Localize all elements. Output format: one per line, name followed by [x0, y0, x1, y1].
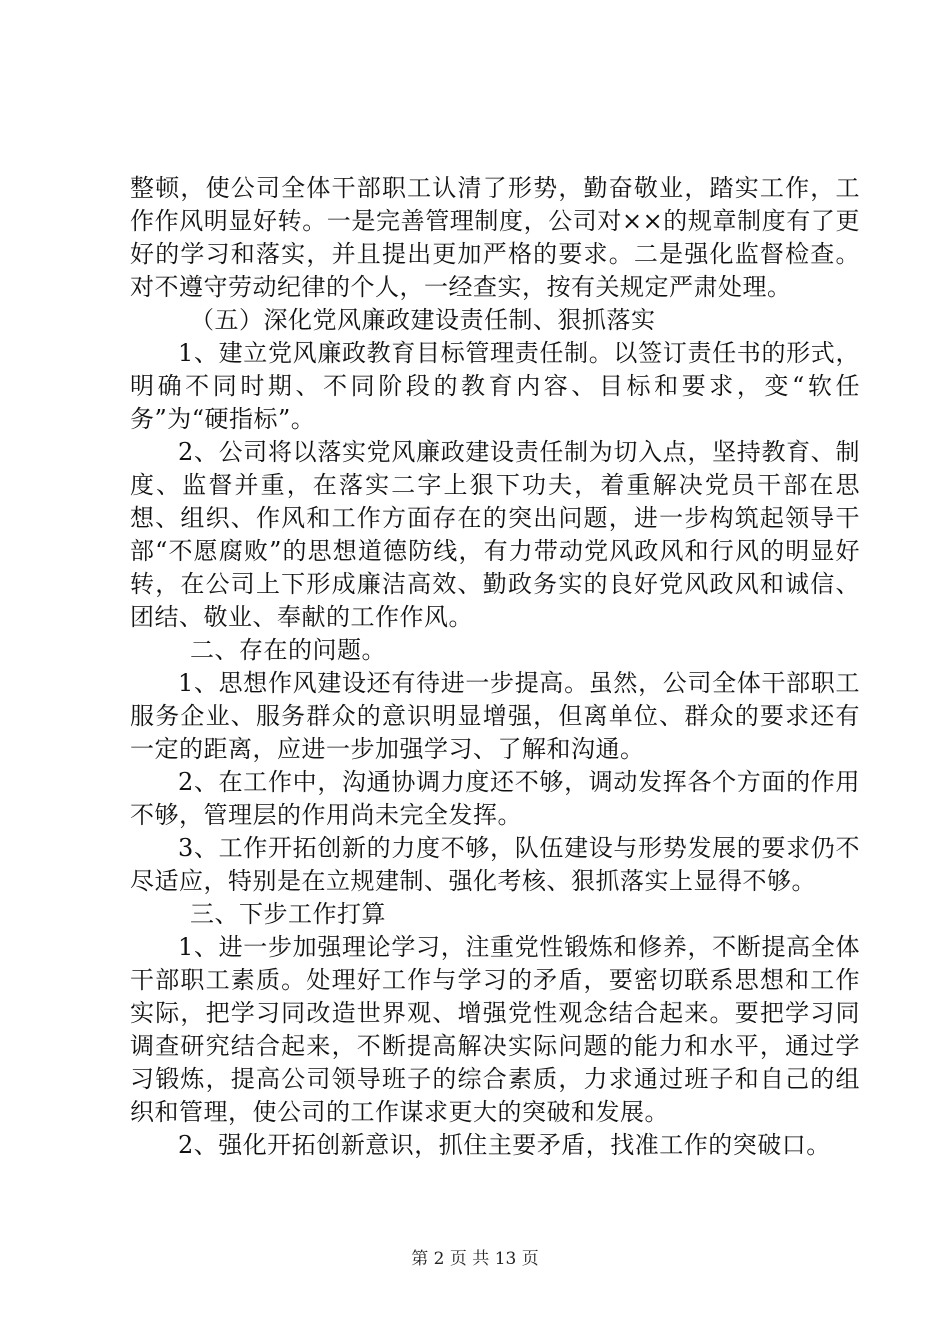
paragraph-item-2: 2、公司将以落实党风廉政建设责任制为切入点，坚持教育、制度、监督并重，在落实二字上狠下功夫，着重解决党员干部在思想、组织、作风和工作方面存在的突出问题，进一步构筑起领导干部“不愿腐败”的思想道德防线，有力带动党风政风和行风的明显好转，在公司上下形成廉洁高效、勤政务实的良好党风政风和诚信、团结、敬业、奉献的工作作风。	[130, 438, 860, 631]
document-body	[130, 172, 860, 1162]
paragraph-item-1: 1、建立党风廉政教育目标管理责任制。以签订责任书的形式，明确不同时期、不同阶段的教育内容、目标和要求，变“软任务”为“硬指标”。	[130, 339, 860, 433]
plan-item-1: 1、进一步加强理论学习，注重党性锻炼和修养，不断提高全体干部职工素质。处理好工作与学习的矛盾，要密切联系思想和工作实际，把学习同改造世界观、增强党性观念结合起来。要把学习同调查研究结合起来，不断提高解决实际问题的能力和水平，通过学习锻炼，提高公司领导班子的综合素质，力求通过班子和自己的组织和管理，使公司的工作谋求更大的突破和发展。	[130, 933, 860, 1126]
section-heading-problems: 二、存在的问题。	[190, 636, 386, 664]
section-heading-5: （五）深化党风廉政建设责任制、狠抓落实	[190, 306, 656, 334]
section-heading-plans: 三、下步工作打算	[190, 900, 386, 928]
plan-item-2: 2、强化开拓创新意识，抓住主要矛盾，找准工作的突破口。	[178, 1131, 831, 1159]
problem-item-3: 3、工作开拓创新的力度不够，队伍建设与形势发展的要求仍不尽适应，特别是在立规建制、强化考核、狠抓落实上显得不够。	[130, 834, 860, 895]
problem-item-2: 2、在工作中，沟通协调力度还不够，调动发挥各个方面的作用不够，管理层的作用尚未完全发挥。	[130, 768, 860, 829]
problem-item-1: 1、思想作风建设还有待进一步提高。虽然，公司全体干部职工服务企业、服务群众的意识明显增强，但离单位、群众的要求还有一定的距离，应进一步加强学习、了解和沟通。	[130, 669, 860, 763]
page-number-footer: 第 2 页 共 13 页	[411, 1249, 539, 1269]
paragraph-continuation: 整顿，使公司全体干部职工认清了形势，勤奋敬业，踏实工作，工作作风明显好转。一是完善管理制度，公司对××的规章制度有了更好的学习和落实，并且提出更加严格的要求。二是强化监督检查。对不遵守劳动纪律的个人，一经查实，按有关规定严肃处理。	[130, 174, 860, 301]
